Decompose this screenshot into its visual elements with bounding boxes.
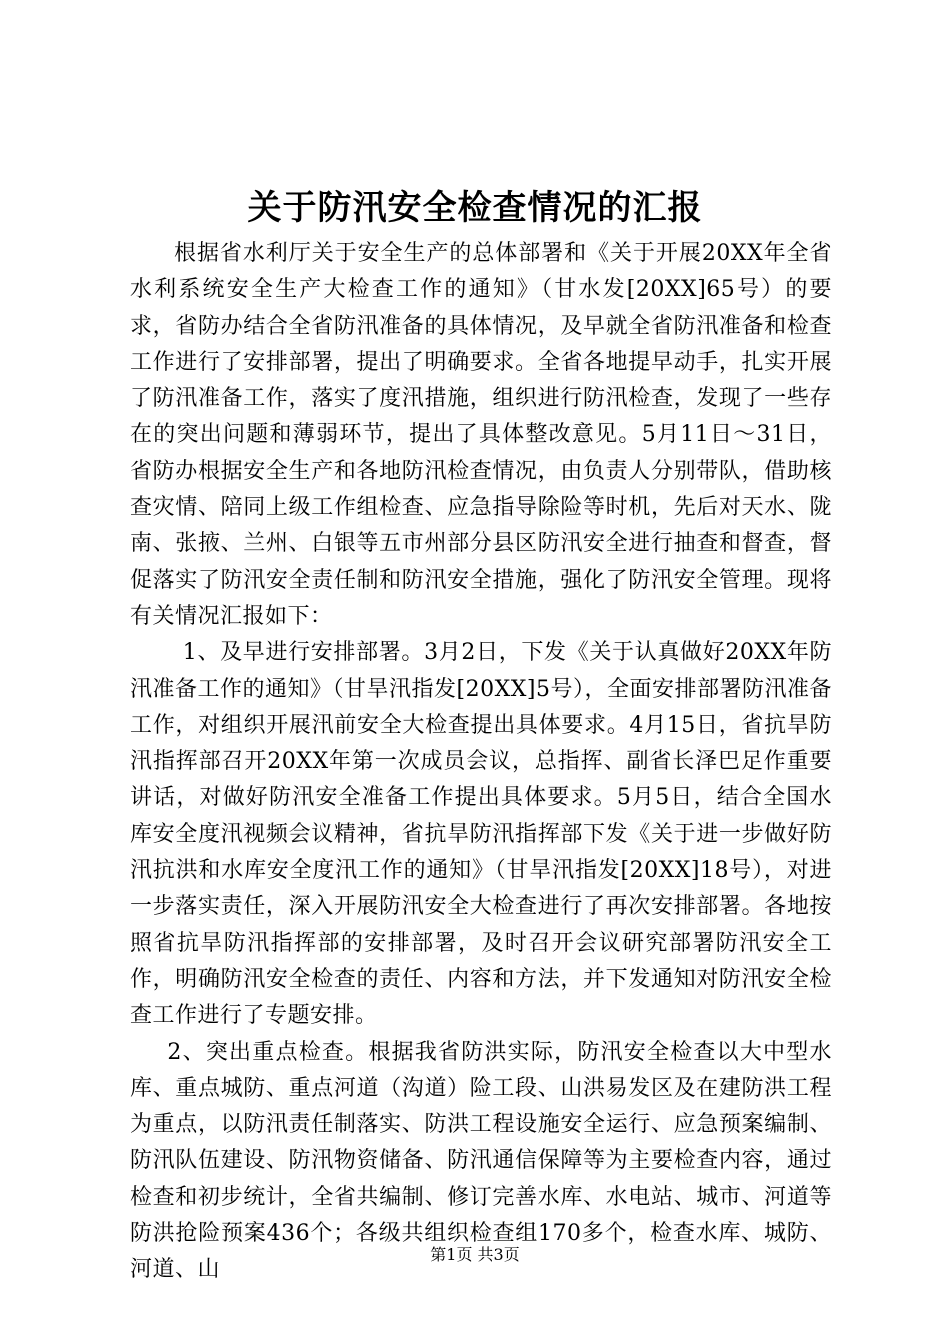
page-number-footer: 第1页 共3页 xyxy=(430,1245,520,1264)
paragraph-section-2: 2、突出重点检查。根据我省防洪实际，防汛安全检查以大中型水库、重点城防、重点河道（沟道）险工段、山洪易发区及在建防洪工程为重点，以防汛责任制落实、防洪工程设施安全运行、应急预案编制、防汛队伍建设、防汛物资储备、防汛通信保障等为主要检查内容，通过检查和初步统计，全省共编制、修订完善水库、水电站、城市、河道等防洪抢险预案436个；各级共组织检查组170多个，检查水库、城防、河道、山 xyxy=(130,1039,832,1283)
document-title: 关于防汛安全检查情况的汇报 xyxy=(247,188,703,228)
paragraph-intro: 根据省水利厅关于安全生产的总体部署和《关于开展20XX年全省水利系统安全生产大检查工作的通知》（甘水发[20XX]65号）的要求，省防办结合全省防汛准备的具体情况，及早就全省防汛准备和检查工作进行了安排部署，提出了明确要求。全省各地提早动手，扎实开展了防汛准备工作，落实了度汛措施，组织进行防汛检查，发现了一些存在的突出问题和薄弱环节，提出了具体整改意见。5月11日～31日，省防办根据安全生产和各地防汛检查情况，由负责人分别带队，借助核查灾情、陪同上级工作组检查、应急指导除险等时机，先后对天水、陇南、张掖、兰州、白银等五市州部分县区防汛安全进行抽查和督查，督促落实了防汛安全责任制和防汛安全措施，强化了防汛安全管理。现将有关情况汇报如下： xyxy=(130,241,832,629)
paragraph-section-1: 1、及早进行安排部署。3月2日，下发《关于认真做好20XX年防汛准备工作的通知》（甘旱汛指发[20XX]5号），全面安排部署防汛准备工作，对组织开展汛前安全大检查提出具体要求。4月15日，省抗旱防汛指挥部召开20XX年第一次成员会议，总指挥、副省长泽巴足作重要讲话，对做好防汛安全准备工作提出具体要求。5月5日，结合全国水库安全度汛视频会议精神，省抗旱防汛指挥部下发《关于进一步做好防汛抗洪和水库安全度汛工作的通知》（甘旱汛指发[20XX]18号），对进一步落实责任，深入开展防汛安全大检查进行了再次安排部署。各地按照省抗旱防汛指挥部的安排部署，及时召开会议研究部署防汛安全工作，明确防汛安全检查的责任、内容和方法，并下发通知对防汛安全检查工作进行了专题安排。 xyxy=(130,640,832,1029)
document-body xyxy=(130,236,832,1289)
